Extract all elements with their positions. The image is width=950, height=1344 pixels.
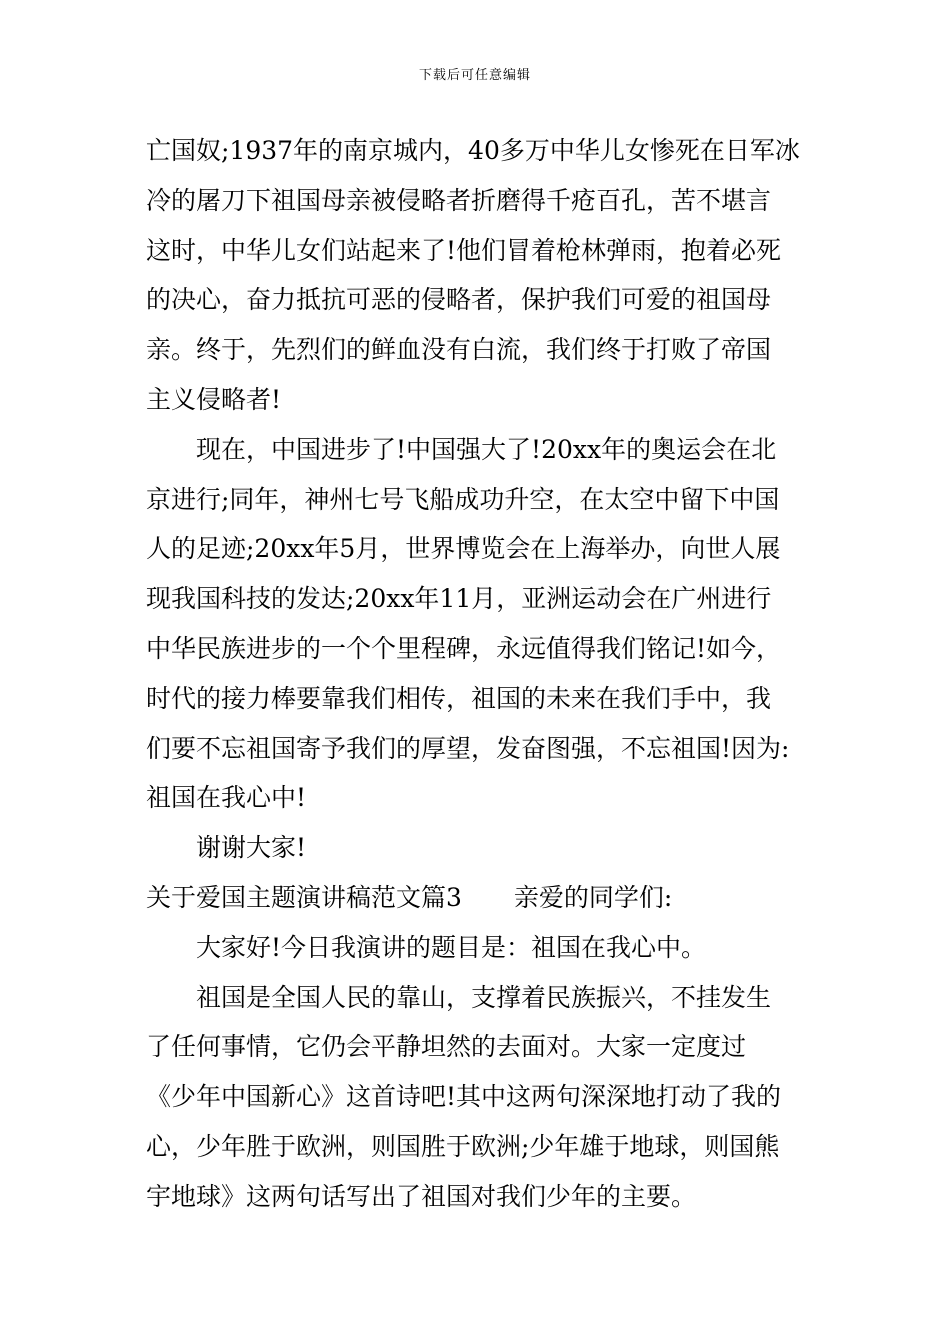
text-line: 亲。终于，先烈们的鲜血没有白流，我们终于打败了帝国 bbox=[146, 335, 772, 365]
paragraph-start-line: 祖国是全国人民的靠山，支撑着民族振兴，不挂发生 bbox=[196, 982, 772, 1012]
text-line: 主义侵略者! bbox=[146, 384, 282, 414]
text-line: 中华民族进步的一个个里程碑，永远值得我们铭记!如今， bbox=[146, 633, 782, 663]
text-line: 冷的屠刀下祖国母亲被侵略者折磨得千疮百孔，苦不堪言 bbox=[146, 185, 772, 215]
text-line: 时代的接力棒要靠我们相传，祖国的未来在我们手中，我 bbox=[146, 683, 772, 713]
text-line: 心，少年胜于欧洲，则国胜于欧洲;少年雄于地球，则国熊 bbox=[146, 1131, 780, 1161]
text-line: 祖国在我心中! bbox=[146, 783, 307, 813]
text-line: 京进行;同年，神州七号飞船成功升空，在太空中留下中国 bbox=[146, 484, 780, 514]
text-line: 现我国科技的发达;20xx年11月，亚洲运动会在广州进行 bbox=[146, 584, 772, 614]
text-line: 人的足迹;20xx年5月，世界博览会在上海举办，向世人展 bbox=[146, 534, 781, 564]
closing-line: 谢谢大家! bbox=[196, 833, 307, 863]
text-line: 亡国奴;1937年的南京城内，40多万中华儿女惨死在日军冰 bbox=[146, 136, 800, 165]
text-line: 宇地球》这两句话写出了祖国对我们少年的主要。 bbox=[146, 1181, 697, 1211]
section-title-line bbox=[146, 873, 836, 923]
document-body bbox=[146, 126, 836, 1222]
text-line: 《少年中国新心》这首诗吧!其中这两句深深地打动了我的 bbox=[146, 1082, 782, 1112]
page-header-note: 下载后可任意编辑 bbox=[418, 68, 531, 83]
section-title: 关于爱国主题演讲稿范文篇3 bbox=[146, 882, 462, 912]
paragraph-start-line: 现在，中国进步了!中国强大了!20xx年的奥运会在北 bbox=[196, 434, 777, 464]
text-line: 了任何事情，它仍会平静坦然的去面对。大家一定度过 bbox=[146, 1032, 747, 1062]
text-line: 们要不忘祖国寄予我们的厚望，发奋图强，不忘祖国!因为: bbox=[146, 733, 790, 763]
text-line: 的决心，奋力抵抗可恶的侵略者，保护我们可爱的祖国母 bbox=[146, 285, 772, 315]
paragraph-start-line: 大家好!今日我演讲的题目是：祖国在我心中。 bbox=[196, 932, 707, 962]
text-line: 这时，中华儿女们站起来了!他们冒着枪林弹雨，抱着必死 bbox=[146, 235, 782, 265]
greeting: 亲爱的同学们: bbox=[513, 882, 673, 912]
